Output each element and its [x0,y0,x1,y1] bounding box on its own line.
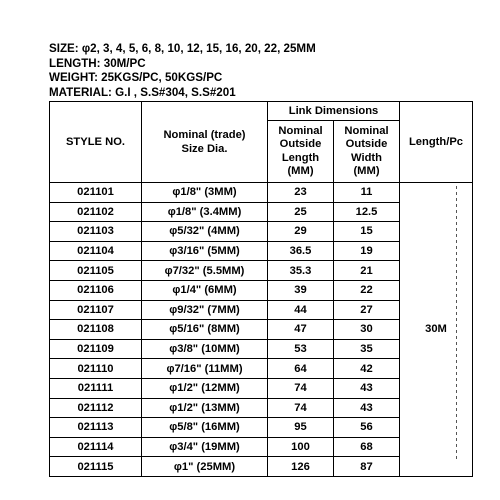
cell-style-no: 021113 [50,418,142,438]
cell-outside-length: 126 [268,457,334,477]
cell-style-no: 021108 [50,320,142,340]
cell-nominal-size: φ1/2" (12MM) [142,378,268,398]
cell-outside-length: 35.3 [268,261,334,281]
cell-nominal-size: φ5/32" (4MM) [142,222,268,242]
cell-nominal-size: φ1/8" (3.4MM) [142,202,268,222]
cell-outside-length: 47 [268,320,334,340]
cell-nominal-size: φ5/16" (8MM) [142,320,268,340]
cell-style-no: 021107 [50,300,142,320]
cell-style-no: 021101 [50,183,142,203]
cell-outside-width: 30 [334,320,400,340]
cell-outside-width: 35 [334,339,400,359]
cell-style-no: 021111 [50,378,142,398]
cell-outside-length: 39 [268,280,334,300]
cell-style-no: 021106 [50,280,142,300]
cell-nominal-size: φ1/2" (13MM) [142,398,268,418]
cell-outside-length: 25 [268,202,334,222]
cell-outside-width: 27 [334,300,400,320]
cell-outside-width: 42 [334,359,400,379]
cell-style-no: 021112 [50,398,142,418]
cell-outside-width: 12.5 [334,202,400,222]
cell-outside-width: 19 [334,241,400,261]
header-nominal-size: Nominal (trade) Size Dia. [142,102,268,183]
spec-size: SIZE: φ2, 3, 4, 5, 6, 8, 10, 12, 15, 16, 20, 22, 25MM [49,42,316,55]
cell-nominal-size: φ3/16" (5MM) [142,241,268,261]
cell-style-no: 021104 [50,241,142,261]
page-edge-divider [456,186,457,462]
cell-outside-width: 21 [334,261,400,281]
cell-outside-width: 68 [334,437,400,457]
spec-length: LENGTH: 30M/PC [49,56,146,70]
spec-material: MATERIAL: G.I , S.S#304, S.S#201 [49,85,236,99]
cell-outside-length: 95 [268,418,334,438]
cell-nominal-size: φ1" (25MM) [142,457,268,477]
cell-nominal-size: φ5/8" (16MM) [142,418,268,438]
cell-outside-length: 53 [268,339,334,359]
cell-outside-width: 56 [334,418,400,438]
header-outside-width: Nominal Outside Width (MM) [334,121,400,183]
cell-style-no: 021103 [50,222,142,242]
cell-style-no: 021109 [50,339,142,359]
cell-nominal-size: φ1/8" (3MM) [142,183,268,203]
cell-outside-length: 29 [268,222,334,242]
cell-style-no: 021105 [50,261,142,281]
cell-outside-length: 23 [268,183,334,203]
cell-nominal-size: φ9/32" (7MM) [142,300,268,320]
cell-outside-length: 64 [268,359,334,379]
header-style-no: STYLE NO. [50,102,142,183]
cell-outside-length: 74 [268,398,334,418]
cell-style-no: 021110 [50,359,142,379]
spec-summary [49,42,316,100]
header-link-dimensions: Link Dimensions [268,102,400,121]
cell-outside-width: 87 [334,457,400,477]
cell-outside-length: 74 [268,378,334,398]
cell-outside-width: 43 [334,398,400,418]
header-outside-length: Nominal Outside Length (MM) [268,121,334,183]
dimension-table [49,101,473,477]
cell-outside-length: 44 [268,300,334,320]
cell-outside-width: 15 [334,222,400,242]
cell-nominal-size: φ7/16" (11MM) [142,359,268,379]
cell-nominal-size: φ3/4" (19MM) [142,437,268,457]
header-length-pc: Length/Pc [400,102,473,183]
spec-weight: WEIGHT: 25KGS/PC, 50KGS/PC [49,71,223,84]
cell-style-no: 021115 [50,457,142,477]
cell-style-no: 021114 [50,437,142,457]
table-row [50,183,473,203]
cell-outside-length: 100 [268,437,334,457]
table-body [50,183,473,477]
cell-outside-length: 36.5 [268,241,334,261]
cell-nominal-size: φ1/4" (6MM) [142,280,268,300]
cell-nominal-size: φ7/32" (5.5MM) [142,261,268,281]
cell-outside-width: 43 [334,378,400,398]
cell-style-no: 021102 [50,202,142,222]
cell-outside-width: 22 [334,280,400,300]
cell-nominal-size: φ3/8" (10MM) [142,339,268,359]
cell-length-per-piece: 30M [400,183,473,477]
cell-outside-width: 11 [334,183,400,203]
